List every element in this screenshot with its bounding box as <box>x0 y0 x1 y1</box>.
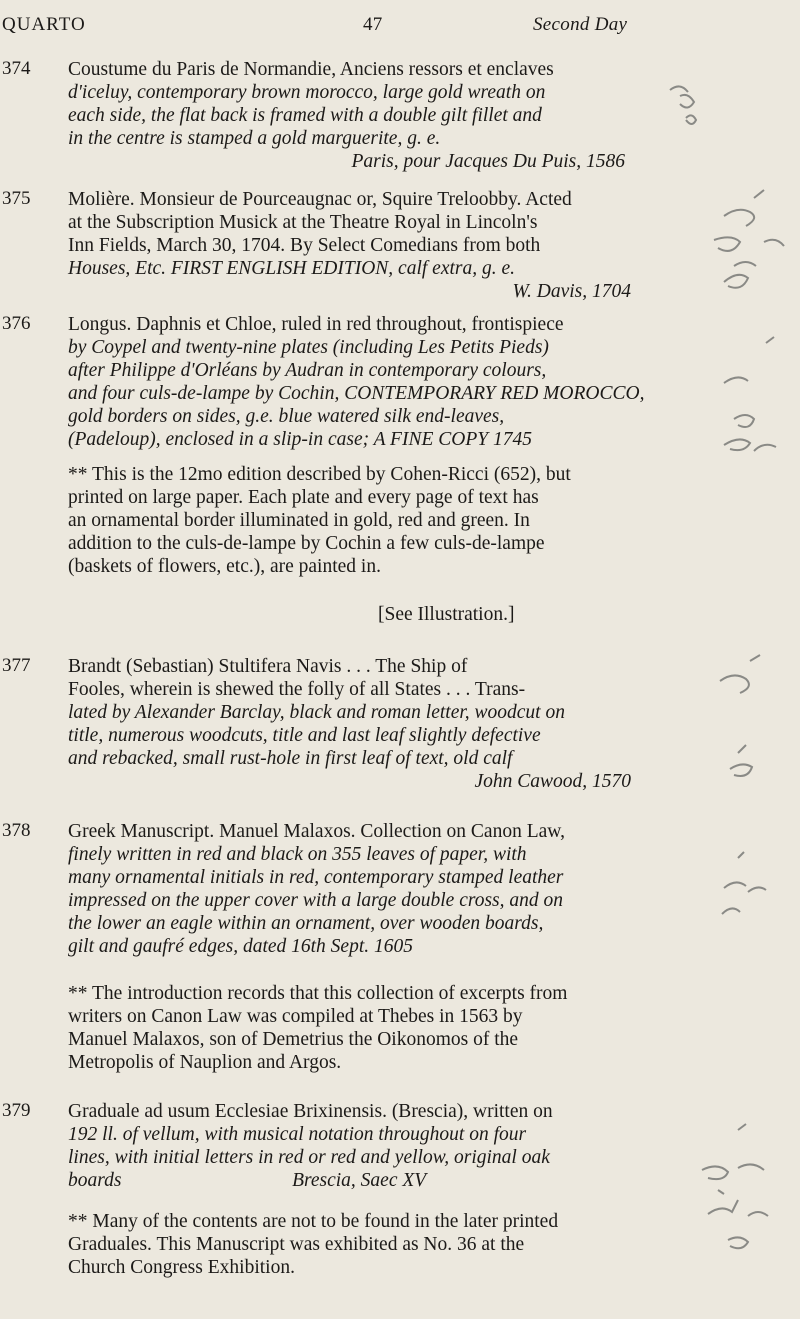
pencil-annotation-icon <box>690 651 790 801</box>
lot-text-line: title, numerous woodcuts, title and last leaf slightly defective <box>68 725 541 746</box>
note-line: writers on Canon Law was compiled at Thebes in 1563 by <box>68 1006 523 1027</box>
lot-text-line: Greek Manuscript. Manuel Malaxos. Collection on Canon Law, <box>68 821 565 842</box>
header-sale-day: Second Day <box>533 14 628 35</box>
header-format: QUARTO <box>2 14 86 35</box>
lot-text-line: lated by Alexander Barclay, black and roman letter, woodcut on <box>68 702 565 723</box>
lot-text-line: each side, the flat back is framed with a double gilt fillet and <box>68 105 542 126</box>
note-line: ** This is the 12mo edition described by Cohen-Ricci (652), but <box>68 464 571 485</box>
lot-text-line: Brandt (Sebastian) Stultifera Navis . . . The Ship of <box>68 656 468 677</box>
lot-note <box>68 1210 708 1279</box>
lot-text-line: impressed on the upper cover with a large double cross, and on <box>68 890 564 911</box>
note-line: an ornamental border illuminated in gold, red and green. In <box>68 510 530 531</box>
lot-text-line: Graduale ad usum Ecclesiae Brixinensis. (Brescia), written on <box>68 1101 553 1122</box>
lot-imprint: W. Davis, 1704 <box>512 281 631 302</box>
pencil-annotation-icon <box>650 78 740 138</box>
lot-text-line: by Coypel and twenty-nine plates (including Les Petits Pieds) <box>68 337 549 358</box>
note-line: printed on large paper. Each plate and every page of text has <box>68 487 539 508</box>
pencil-annotation-icon <box>694 333 794 483</box>
lot-text-line: at the Subscription Musick at the Theatre Royal in Lincoln's <box>68 212 538 233</box>
lot-text-line: Inn Fields, March 30, 1704. By Select Comedians from both <box>68 235 541 256</box>
note-line: ** Many of the contents are not to be found in the later printed <box>68 1211 559 1232</box>
lot-text-line: after Philippe d'Orléans by Audran in contemporary colours, <box>68 360 547 381</box>
lot-text-line: and rebacked, small rust-hole in first leaf of text, old calf <box>68 748 513 769</box>
lot-number: 379 <box>2 1100 31 1121</box>
pencil-annotation-icon <box>678 1120 788 1280</box>
lot-number: 374 <box>2 58 31 79</box>
note-line: (baskets of flowers, etc.), are painted in. <box>68 556 381 577</box>
note-line: Church Congress Exhibition. <box>68 1257 295 1278</box>
note-line: Graduales. This Manuscript was exhibited as No. 36 at the <box>68 1234 525 1255</box>
lot-text-line: in the centre is stamped a gold marguerite, g. e. <box>68 128 441 149</box>
lot-note <box>68 463 708 578</box>
page-header <box>0 14 800 42</box>
lot-text-line: 192 ll. of vellum, with musical notation throughout on four <box>68 1124 527 1145</box>
lot-imprint: John Cawood, 1570 <box>474 771 631 792</box>
pencil-annotation-icon <box>698 848 778 928</box>
lot-text-line: Houses, Etc. FIRST ENGLISH EDITION, calf extra, g. e. <box>68 258 516 279</box>
pencil-annotation-icon <box>694 184 794 314</box>
lot-text-line: boards Brescia, Saec XV <box>68 1170 427 1191</box>
lot-text-line: the lower an eagle within an ornament, over wooden boards, <box>68 913 544 934</box>
lot-text-line: gilt and gaufré edges, dated 16th Sept. 1605 <box>68 936 414 957</box>
see-illustration: [See Illustration.] <box>378 604 515 625</box>
lot-text-line: Molière. Monsieur de Pourceaugnac or, Squire Treloobby. Acted <box>68 189 572 210</box>
note-line: addition to the culs-de-lampe by Cochin a few culs-de-lampe <box>68 533 545 554</box>
lot-note <box>68 982 708 1074</box>
lot-imprint: Paris, pour Jacques Du Puis, 1586 <box>351 151 625 172</box>
lot-text-line: Fooles, wherein is shewed the folly of all States . . . Trans- <box>68 679 526 700</box>
lot-number: 376 <box>2 313 31 334</box>
lot-text-line: lines, with initial letters in red or red and yellow, original oak <box>68 1147 550 1168</box>
note-line: Manuel Malaxos, son of Demetrius the Oikonomos of the <box>68 1029 519 1050</box>
lot-text-line: (Padeloup), enclosed in a slip-in case; A FINE COPY 1745 <box>68 429 532 450</box>
lot-number: 378 <box>2 820 31 841</box>
lot-text-line: and four culs-de-lampe by Cochin, CONTEMPORARY RED MOROCCO, <box>68 383 645 404</box>
lot-text-line: gold borders on sides, g.e. blue watered silk end-leaves, <box>68 406 505 427</box>
note-line: Metropolis of Nauplion and Argos. <box>68 1052 342 1073</box>
note-line: ** The introduction records that this collection of excerpts from <box>68 983 568 1004</box>
lot-number: 375 <box>2 188 31 209</box>
lot-text-line: Longus. Daphnis et Chloe, ruled in red throughout, frontispiece <box>68 314 564 335</box>
lot-text-line: many ornamental initials in red, contemporary stamped leather <box>68 867 564 888</box>
lot-text-line: finely written in red and black on 355 leaves of paper, with <box>68 844 527 865</box>
lot-text-line: Coustume du Paris de Normandie, Anciens ressors et enclaves <box>68 59 554 80</box>
page-number: 47 <box>363 14 383 35</box>
lot-text-line: d'iceluy, contemporary brown morocco, large gold wreath on <box>68 82 546 103</box>
lot-number: 377 <box>2 655 31 676</box>
